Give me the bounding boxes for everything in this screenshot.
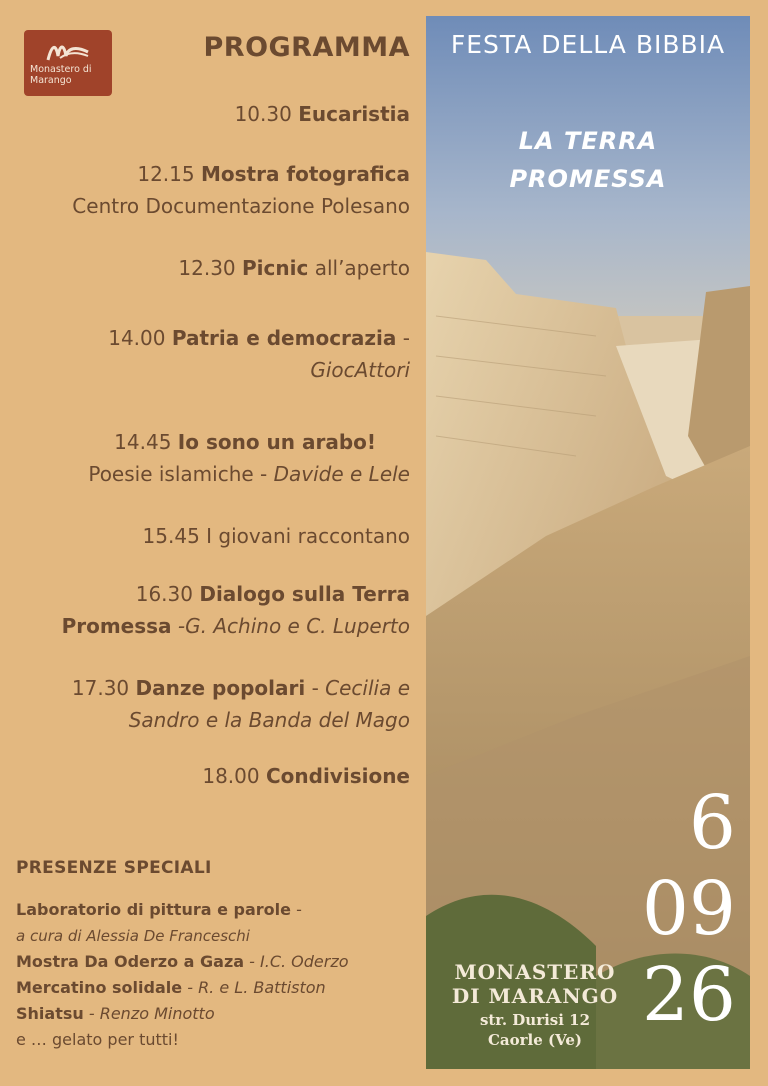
event-io-sono-un-arabo: 14.45 Io sono un arabo! Poesie islamiche - Davide e Lele	[88, 430, 410, 486]
event-picnic: 12.30 Picnic all’aperto	[178, 256, 410, 280]
logo-text: Monastero di Marango	[30, 64, 92, 86]
special-item: Shiatsu - Renzo Minotto	[16, 1004, 215, 1023]
event-condivisione: 18.00 Condivisione	[202, 764, 410, 788]
event-danze-popolari: 17.30 Danze popolari - Cecilia e Sandro e la Banda del Mago	[71, 676, 410, 732]
presenze-speciali	[16, 855, 416, 1053]
venue-address: str. Durisi 12 Caorle (Ve)	[479, 1011, 591, 1049]
event-giovani-raccontano: 15.45 I giovani raccontano	[142, 524, 410, 548]
event-mostra-fotografica: 12.15 Mostra fotografica Centro Documentazione Polesano	[72, 162, 410, 218]
monastero-logo	[24, 30, 112, 96]
programma-heading: PROGRAMMA	[203, 32, 410, 63]
special-item: Laboratorio di pittura e parole -	[16, 900, 302, 919]
photo-panel	[426, 16, 750, 1069]
special-item-sub: a cura di Alessia De Franceschi	[16, 927, 250, 945]
festa-title: FESTA DELLA BIBBIA	[450, 30, 726, 59]
special-item: Mercatino solidale - R. e L. Battiston	[16, 978, 326, 997]
special-item: Mostra Da Oderzo a Gaza - I.C. Oderzo	[16, 952, 349, 971]
special-item: e … gelato per tutti!	[16, 1030, 179, 1049]
venue-name: MONASTERO DI MARANGO	[451, 960, 619, 1008]
terra-promessa-subtitle: LA TERRA PROMESSA	[509, 127, 667, 193]
event-patria-democrazia: 14.00 Patria e democrazia - GiocAttori	[108, 326, 410, 382]
date-month: 09	[641, 866, 736, 952]
presenze-heading: PRESENZE SPECIALI	[16, 858, 212, 878]
date-year: 26	[641, 952, 736, 1038]
event-dialogo-terra-promessa: 16.30 Dialogo sulla Terra Promessa -G. Achino e C. Luperto	[61, 582, 410, 638]
date-day: 6	[688, 780, 736, 866]
event-eucaristia: 10.30 Eucaristia	[234, 102, 410, 126]
logo-mark-icon	[46, 38, 90, 64]
